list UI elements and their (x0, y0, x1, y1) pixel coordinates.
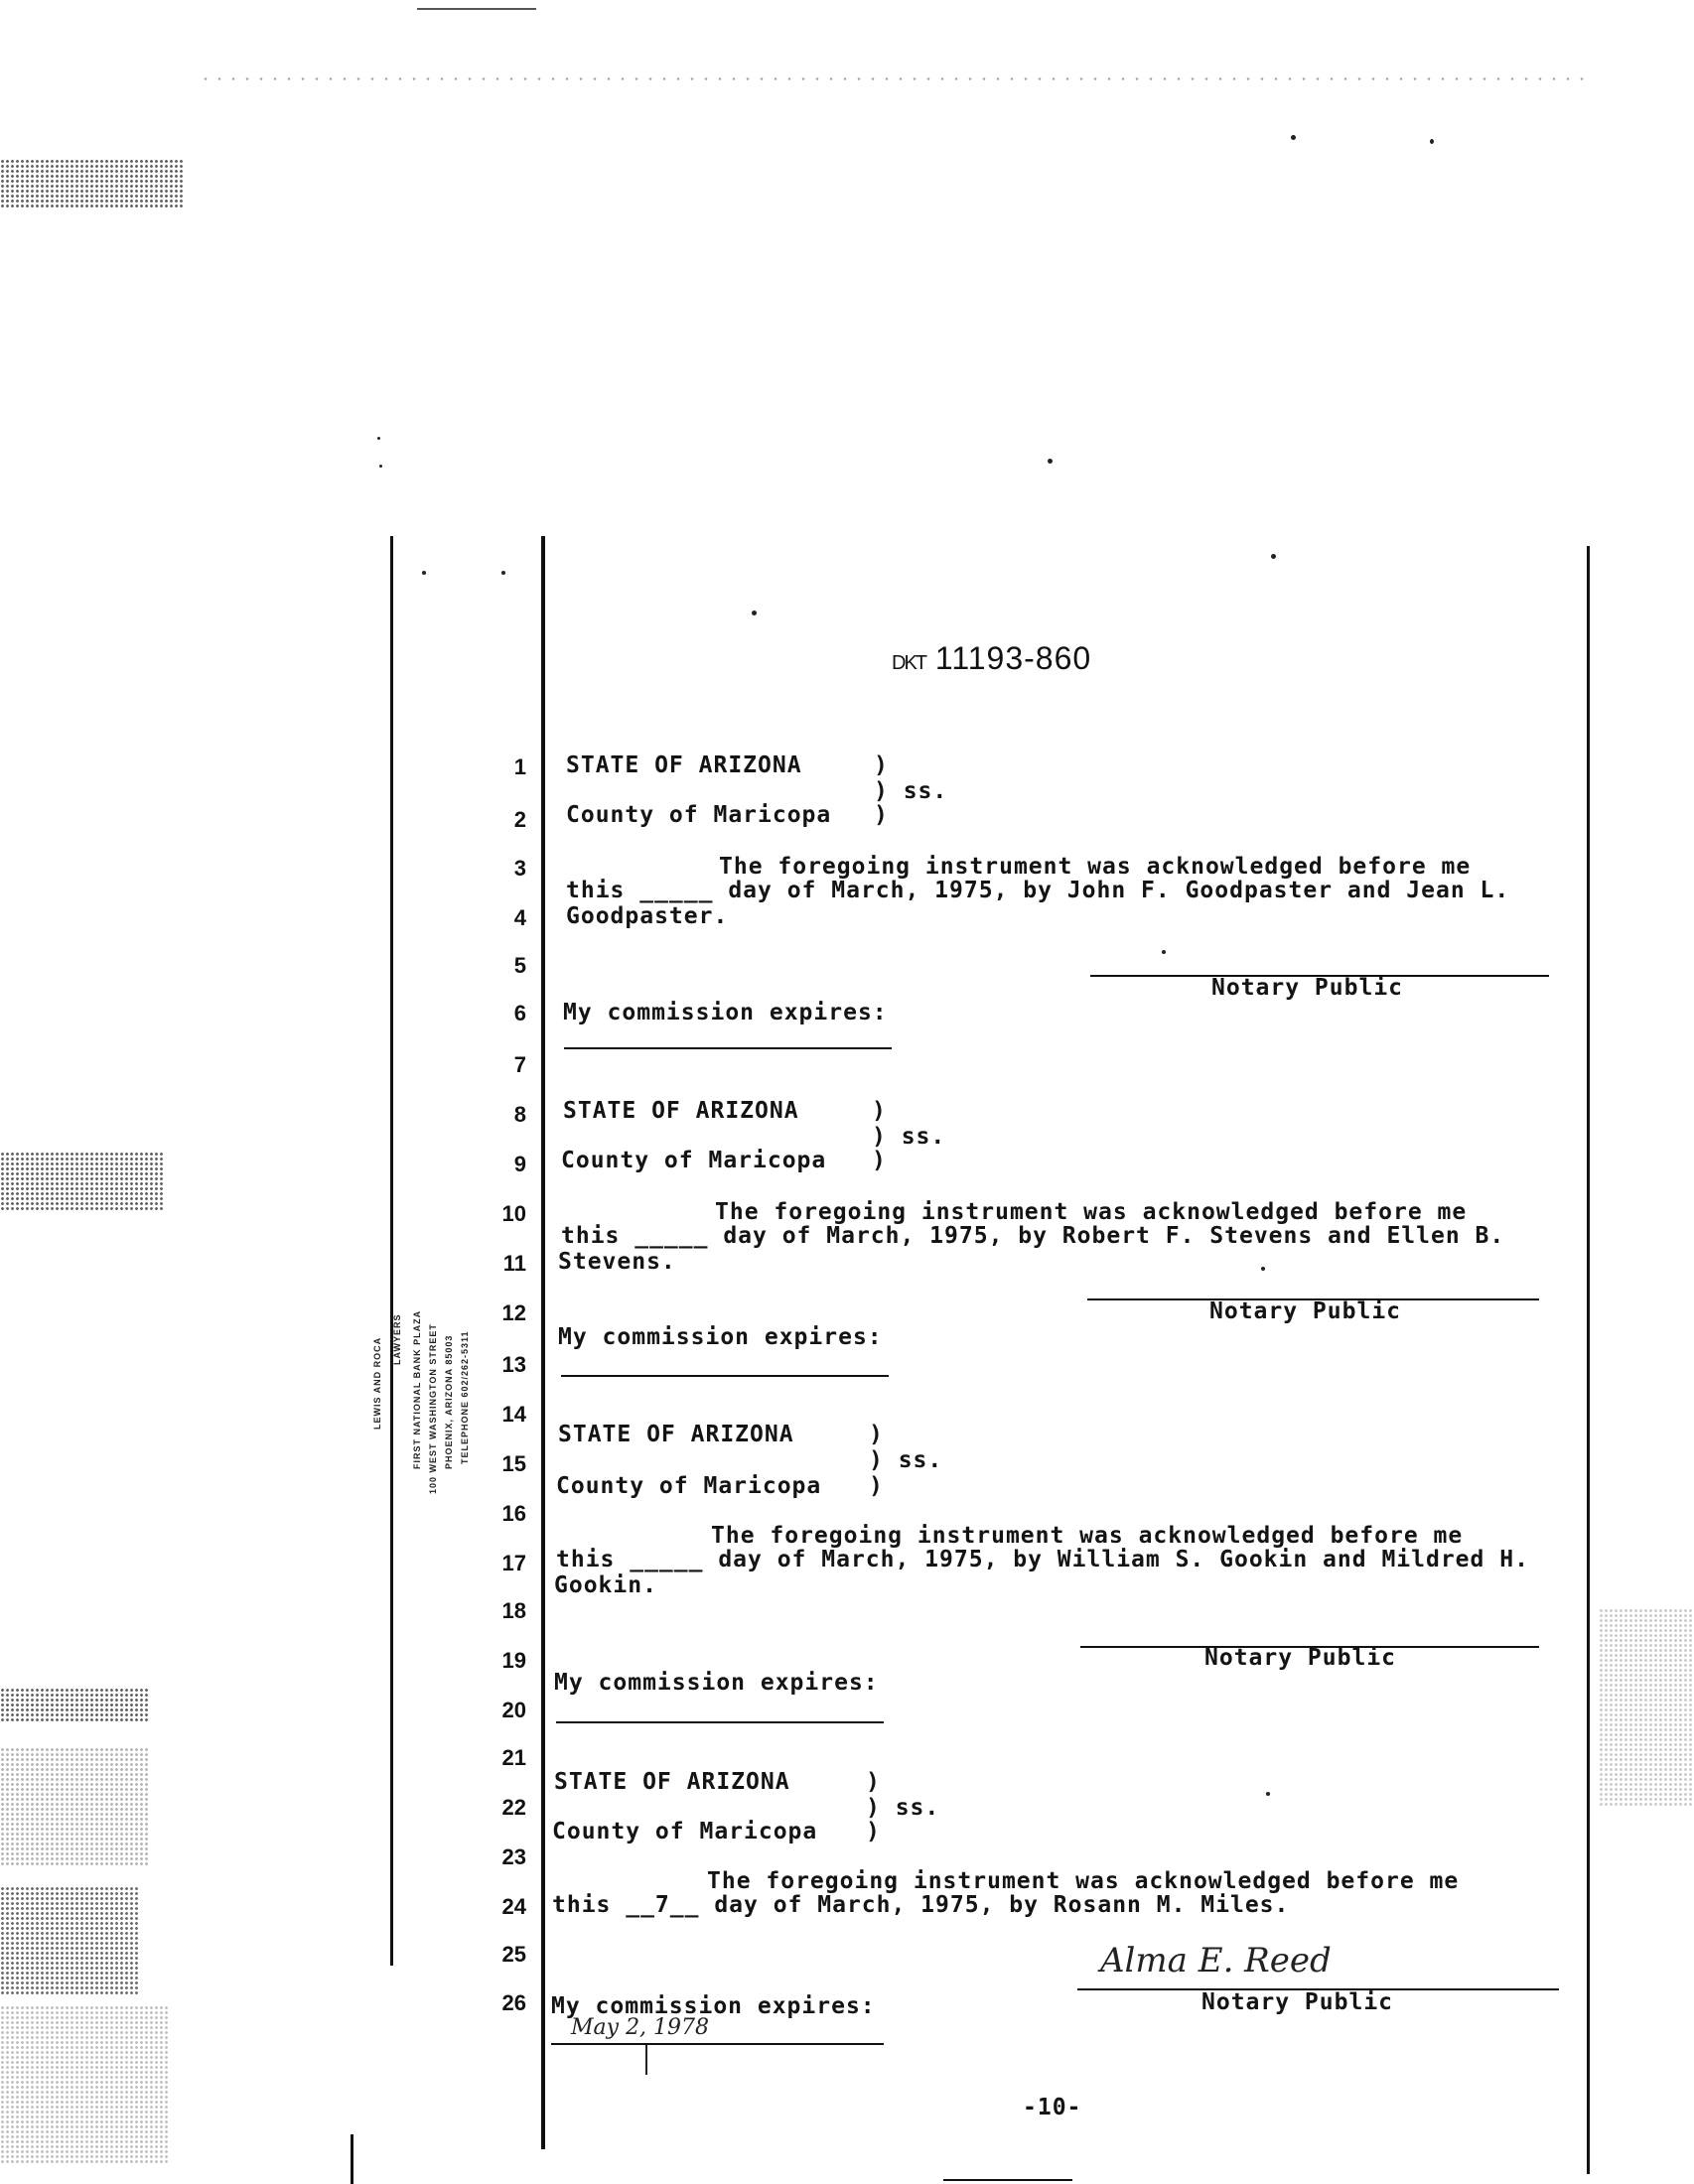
state-heading: STATE OF ARIZONA (563, 1098, 799, 1124)
halftone-smudge-7 (1599, 1608, 1694, 1807)
line-number: 14 (501, 1402, 526, 1427)
county-heading: County of Maricopa (556, 1473, 822, 1499)
line-number: 5 (513, 953, 526, 978)
halftone-smudge-3 (0, 1688, 149, 1722)
notary-public-label: Notary Public (1204, 1645, 1397, 1671)
line-number: 8 (513, 1102, 526, 1127)
docket-stamp (892, 640, 1091, 677)
line-number: 9 (513, 1152, 526, 1176)
halftone-smudge-5 (0, 1886, 139, 1995)
handwritten-commission-date: May 2, 1978 (571, 2015, 710, 2040)
speck (501, 571, 505, 575)
line-number: 4 (513, 905, 526, 930)
line-number: 6 (513, 1001, 526, 1025)
ss-notation: ) ss. (866, 1795, 940, 1821)
handwritten-stroke (645, 2045, 647, 2075)
venue-paren: ) (866, 1769, 881, 1795)
commission-expires-label: My commission expires: (551, 1993, 876, 2019)
state-heading: STATE OF ARIZONA (566, 752, 802, 778)
right-margin-line (1587, 546, 1590, 2174)
speck (1162, 950, 1166, 954)
line-number: 18 (501, 1598, 526, 1623)
halftone-smudge-1 (0, 159, 184, 208)
speck (377, 437, 380, 440)
commission-expires-label: My commission expires: (563, 1000, 888, 1025)
acknowledgment-line: The foregoing instrument was acknowledged before me (715, 1199, 1468, 1225)
notary-public-label: Notary Public (1201, 1989, 1394, 2015)
line-number: 23 (501, 1844, 526, 1869)
line-number: 17 (501, 1551, 526, 1575)
halftone-smudge-6 (0, 2005, 169, 2164)
venue-paren: ) (872, 1148, 887, 1173)
line-number: 2 (513, 807, 526, 832)
halftone-smudge-2 (0, 1152, 164, 1211)
acknowledgment-line: Stevens. (558, 1249, 676, 1275)
acknowledgment-line: this _____ day of March, 1975, by William S. Gookin and Mildred H. (556, 1547, 1529, 1572)
line-number: 24 (501, 1894, 526, 1919)
line-number: 22 (501, 1795, 526, 1820)
venue-paren: ) (874, 752, 889, 778)
bottom-left-margin-fragment (351, 2134, 353, 2184)
acknowledgment-line: The foregoing instrument was acknowledged before me (711, 1523, 1464, 1549)
speck (1271, 554, 1276, 559)
notary-public-label: Notary Public (1211, 975, 1404, 1001)
line-number: 16 (501, 1501, 526, 1526)
commission-date-line (561, 1375, 889, 1377)
state-heading: STATE OF ARIZONA (554, 1769, 790, 1795)
docket-number: 11193-860 (934, 640, 1092, 676)
line-number: 21 (501, 1745, 526, 1770)
acknowledgment-line: The foregoing instrument was acknowledged before me (719, 854, 1472, 880)
speck (379, 465, 382, 468)
acknowledgment-line: Goodpaster. (566, 903, 729, 929)
line-number: 20 (501, 1698, 526, 1722)
docket-prefix: DKT (892, 652, 925, 674)
line-number: 12 (501, 1300, 526, 1325)
ss-notation: ) ss. (874, 778, 948, 804)
venue-paren: ) (869, 1473, 884, 1499)
commission-expires-label: My commission expires: (558, 1324, 883, 1350)
commission-date-line (551, 2043, 884, 2045)
speck (1291, 135, 1296, 140)
line-number: 10 (501, 1201, 526, 1226)
page-number: -10- (1023, 2095, 1082, 2120)
venue-paren: ) (869, 1422, 884, 1447)
line-number: 13 (501, 1352, 526, 1377)
acknowledgment-line: this __7__ day of March, 1975, by Rosann M. Miles. (552, 1892, 1290, 1918)
line-number: 11 (502, 1251, 526, 1276)
halftone-smudge-4 (0, 1747, 149, 1866)
line-number: 15 (501, 1451, 526, 1476)
bottom-edge-mark (943, 2179, 1072, 2181)
acknowledgment-line: Gookin. (554, 1572, 657, 1598)
notary-public-label: Notary Public (1209, 1298, 1402, 1324)
commission-date-line (564, 1047, 892, 1049)
line-number: 19 (501, 1648, 526, 1673)
venue-paren: ) (866, 1819, 881, 1844)
line-number: 1 (513, 754, 526, 779)
firm-name-margin-text: LEWIS AND ROCA (372, 1336, 382, 1430)
county-heading: County of Maricopa (561, 1148, 827, 1173)
speck (1266, 1792, 1270, 1796)
firm-phone-margin-text: TELEPHONE 602/262-5311 (460, 1330, 470, 1464)
line-number: 7 (513, 1052, 526, 1077)
county-heading: County of Maricopa (566, 802, 832, 828)
line-number: 25 (501, 1942, 526, 1967)
left-margin-line-inner (541, 536, 545, 2149)
ss-notation: ) ss. (869, 1447, 943, 1473)
state-heading: STATE OF ARIZONA (558, 1422, 794, 1447)
notary-signature: Alma E. Reed (1100, 1941, 1332, 1980)
speck (1261, 1267, 1265, 1271)
top-scan-dots (199, 77, 1589, 80)
commission-date-line (556, 1721, 884, 1723)
venue-paren: ) (872, 1098, 887, 1124)
commission-expires-label: My commission expires: (554, 1670, 879, 1696)
line-number: 3 (513, 856, 526, 881)
ss-notation: ) ss. (872, 1124, 946, 1150)
speck (1430, 139, 1434, 144)
speck (1048, 459, 1053, 464)
left-margin-line-outer (390, 536, 393, 1966)
top-scan-smudge (417, 8, 536, 10)
county-heading: County of Maricopa (552, 1819, 818, 1844)
firm-street-margin-text: 100 WEST WASHINGTON STREET (428, 1323, 438, 1494)
firm-address-margin-text: FIRST NATIONAL BANK PLAZA (412, 1309, 422, 1469)
venue-paren: ) (874, 802, 889, 828)
speck (752, 611, 757, 615)
line-number: 26 (501, 1990, 526, 2015)
acknowledgment-line: this _____ day of March, 1975, by John F. Goodpaster and Jean L. (566, 878, 1510, 903)
acknowledgment-line: The foregoing instrument was acknowledged before me (707, 1868, 1460, 1894)
acknowledgment-line: this _____ day of March, 1975, by Robert F. Stevens and Ellen B. (561, 1223, 1505, 1249)
firm-city-margin-text: PHOENIX, ARIZONA 85003 (444, 1334, 454, 1469)
speck (422, 571, 426, 575)
firm-lawyers-margin-text: LAWYERS (392, 1313, 402, 1365)
